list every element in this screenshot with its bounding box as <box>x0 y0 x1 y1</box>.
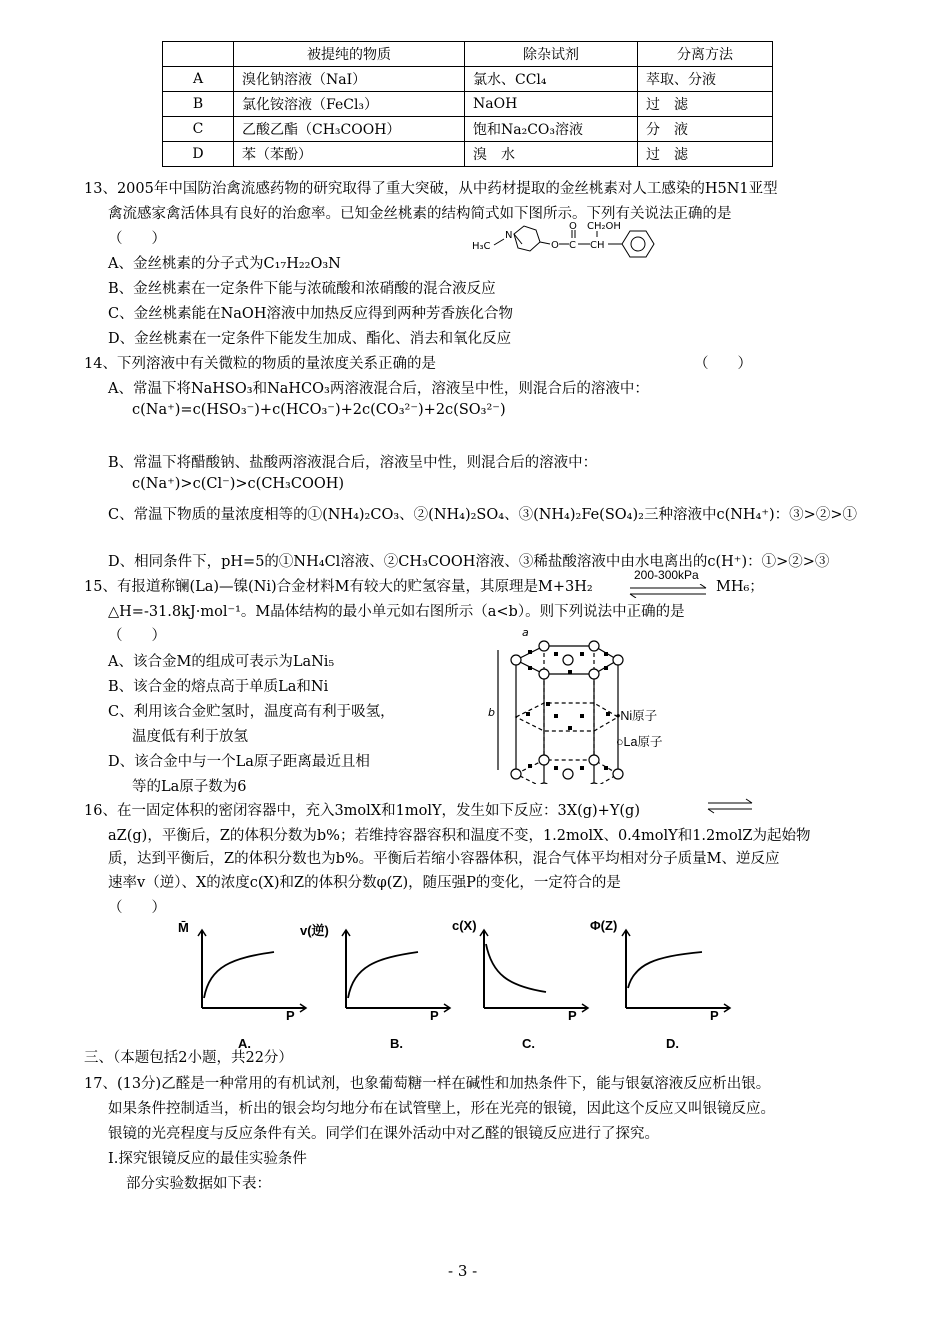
table-cell: 分 液 <box>638 117 773 142</box>
q14-option-d: D、相同条件下，pH=5的①NH₄Cl溶液、②CH₃COOH溶液、③稀盐酸溶液中由水电离出的c(H⁺)：①>②>③ <box>108 554 830 570</box>
graph-d-ylabel: Φ(Z) <box>590 918 618 933</box>
struct-label: H₃C <box>472 241 491 252</box>
q17-line3: 银镜的光亮程度与反应条件有关。同学们在课外活动中对乙醛的银镜反应进行了探究。 <box>108 1126 659 1142</box>
q17-line5: 部分实验数据如下表： <box>126 1176 271 1192</box>
q15-product: MH₆； <box>716 579 764 595</box>
struct-label: CH <box>590 240 605 251</box>
table-cell: 过 滤 <box>638 142 773 167</box>
q16-stem-line3: 质，达到平衡后，Z的体积分数也为b%。平衡后若缩小容器体积，混合气体平均相对分子质量M、逆反应 <box>108 851 780 867</box>
table-cell: B <box>163 92 234 117</box>
section-3-heading: 三、（本题包括2小题，共22分） <box>84 1050 293 1066</box>
table-header: 被提纯的物质 <box>234 42 465 67</box>
hypericin-structure-diagram <box>470 218 670 268</box>
q15-stem-line2: △H=-31.8kJ·mol⁻¹。M晶体结构的最小单元如右图所示（a<b）。则下列说法中正确的是 <box>108 604 685 620</box>
graph-a-caption: A. <box>238 1036 251 1051</box>
q13-answer-paren: （ ） <box>108 231 166 247</box>
graph-b-ylabel: v(逆) <box>300 923 329 938</box>
table-cell: 饱和Na₂CO₃溶液 <box>465 117 638 142</box>
q14-option-a-line2: c(Na⁺)=c(HSO₃⁻)+c(HCO₃⁻)+2c(CO₃²⁻)+2c(SO₃²⁻) <box>132 402 506 418</box>
graph-b <box>342 930 450 1012</box>
reversible-arrow-icon <box>628 584 710 598</box>
table-cell: D <box>163 142 234 167</box>
struct-label: O <box>551 240 559 251</box>
legend-ni: •Ni原子 <box>616 709 658 723</box>
table-cell: A <box>163 67 234 92</box>
q16-stem-line1: 16、在一固定体积的密闭容器中，充入3molX和1molY，发生如下反应：3X(g)+Y(g) <box>84 803 640 819</box>
table-header: 分离方法 <box>638 42 773 67</box>
graph-c-caption: C. <box>522 1036 535 1051</box>
reversible-arrow-icon <box>706 798 754 814</box>
graph-d-caption: D. <box>666 1036 679 1051</box>
q15-reaction-condition: 200-300kPa <box>634 568 699 582</box>
q13-option-c: C、金丝桃素能在NaOH溶液中加热反应得到两种芳香族化合物 <box>108 306 513 322</box>
graph-b-caption: B. <box>390 1036 403 1051</box>
graph-d-xlabel: P <box>710 1008 719 1023</box>
q15-answer-paren: （ ） <box>108 628 166 644</box>
graph-b-xlabel: P <box>430 1008 439 1023</box>
graph-c-ylabel: c(X) <box>452 918 477 933</box>
q15-stem-line1: 15、有报道称镧(La)—镍(Ni)合金材料M有较大的贮氢容量，其原理是M+3H₂ <box>84 579 593 595</box>
table-row <box>163 92 773 117</box>
q17-line2: 如果条件控制适当，析出的银会均匀地分布在试管壁上，形在光亮的银镜，因此这个反应又叫银镜反应。 <box>108 1101 775 1117</box>
struct-label: CH₂OH <box>587 221 621 232</box>
q15-option-b: B、该合金的熔点高于单质La和Ni <box>108 679 329 695</box>
table-header <box>163 42 234 67</box>
table-cell: 溴化钠溶液（NaI） <box>234 67 465 92</box>
table-row <box>163 67 773 92</box>
q15-option-c-line2: 温度低有利于放氢 <box>132 729 248 745</box>
q14-stem: 14、下列溶液中有关微粒的物质的量浓度关系正确的是 <box>84 356 436 372</box>
lattice-label-b: b <box>488 706 495 719</box>
q14-option-b-line1: B、常温下将醋酸钠、盐酸两溶液混合后，溶液呈中性，则混合后的溶液中： <box>108 455 598 471</box>
q15-option-d-line2: 等的La原子数为6 <box>132 779 247 795</box>
q13-option-a: A、金丝桃素的分子式为C₁₇H₂₂O₃N <box>108 256 341 272</box>
q14-option-b-line2: c(Na⁺)>c(Cl⁻)>c(CH₃COOH) <box>132 476 345 492</box>
crystal-structure-diagram <box>484 624 684 784</box>
q16-answer-paren: （ ） <box>108 900 166 916</box>
table-cell: 氯水、CCl₄ <box>465 67 638 92</box>
q16-graphs <box>176 920 766 1030</box>
table-cell: 萃取、分液 <box>638 67 773 92</box>
graph-c-xlabel: P <box>568 1008 577 1023</box>
table-cell: 溴 水 <box>465 142 638 167</box>
q14-option-a-line1: A、常温下将NaHSO₃和NaHCO₃两溶液混合后，溶液呈中性，则混合后的溶液中： <box>108 381 649 397</box>
q15-option-d-line1: D、该合金中与一个La原子距离最近且相 <box>108 754 370 770</box>
q17-line4: Ⅰ.探究银镜反应的最佳实验条件 <box>108 1151 307 1167</box>
table-row <box>163 142 773 167</box>
graph-d <box>622 930 730 1012</box>
page-number: - 3 - <box>448 1262 478 1280</box>
purification-table <box>162 41 773 167</box>
struct-label: C <box>569 240 576 251</box>
q16-stem-line2: aZ(g)，平衡后，Z的体积分数为b%；若维持容器容积和温度不变，1.2molX、0.4molY和1.2molZ为起始物 <box>108 828 811 844</box>
graph-c <box>480 930 588 1012</box>
q14-option-c: C、常温下物质的量浓度相等的①(NH₄)₂CO₃、②(NH₄)₂SO₄、③(NH₄)₂Fe(SO₄)₂三种溶液中c(NH₄⁺)：③>②>① <box>108 507 857 523</box>
graph-a <box>198 930 306 1012</box>
struct-label: O <box>569 221 577 232</box>
graph-a-ylabel: M̄ <box>178 920 189 935</box>
table-cell: NaOH <box>465 92 638 117</box>
table-cell: C <box>163 117 234 142</box>
q13-stem-line2: 禽流感家禽活体具有良好的治愈率。已知金丝桃素的结构简式如下图所示。下列有关说法正确的是 <box>108 206 732 222</box>
table-cell: 乙酸乙酯（CH₃COOH） <box>234 117 465 142</box>
q13-option-d: D、金丝桃素在一定条件下能发生加成、酯化、消去和氧化反应 <box>108 331 512 347</box>
table-cell: 过 滤 <box>638 92 773 117</box>
table-row <box>163 117 773 142</box>
q15-option-c-line1: C、利用该合金贮氢时，温度高有利于吸氢， <box>108 704 395 720</box>
lattice-label-a: a <box>522 626 529 639</box>
table-cell: 氯化铵溶液（FeCl₃） <box>234 92 465 117</box>
q15-option-a: A、该合金M的组成可表示为LaNi₅ <box>108 654 335 670</box>
q13-option-b: B、金丝桃素在一定条件下能与浓硫酸和浓硝酸的混合液反应 <box>108 281 496 297</box>
graph-a-xlabel: P <box>286 1008 295 1023</box>
q13-stem-line1: 13、2005年中国防治禽流感药物的研究取得了重大突破，从中药材提取的金丝桃素对人工感染的H5N1亚型 <box>84 181 778 197</box>
table-header: 除杂试剂 <box>465 42 638 67</box>
q14-answer-paren: （ ） <box>694 356 752 372</box>
struct-label: N <box>505 230 513 241</box>
table-header-row <box>163 42 773 67</box>
legend-la: ○La原子 <box>616 735 663 749</box>
q17-line1: 17、(13分)乙醛是一种常用的有机试剂，也象葡萄糖一样在碱性和加热条件下，能与银氨溶液反应析出银。 <box>84 1076 771 1092</box>
q16-stem-line4: 速率v（逆）、X的浓度c(X)和Z的体积分数φ(Z)，随压强P的变化，一定符合的是 <box>108 875 621 891</box>
table-cell: 苯（苯酚） <box>234 142 465 167</box>
